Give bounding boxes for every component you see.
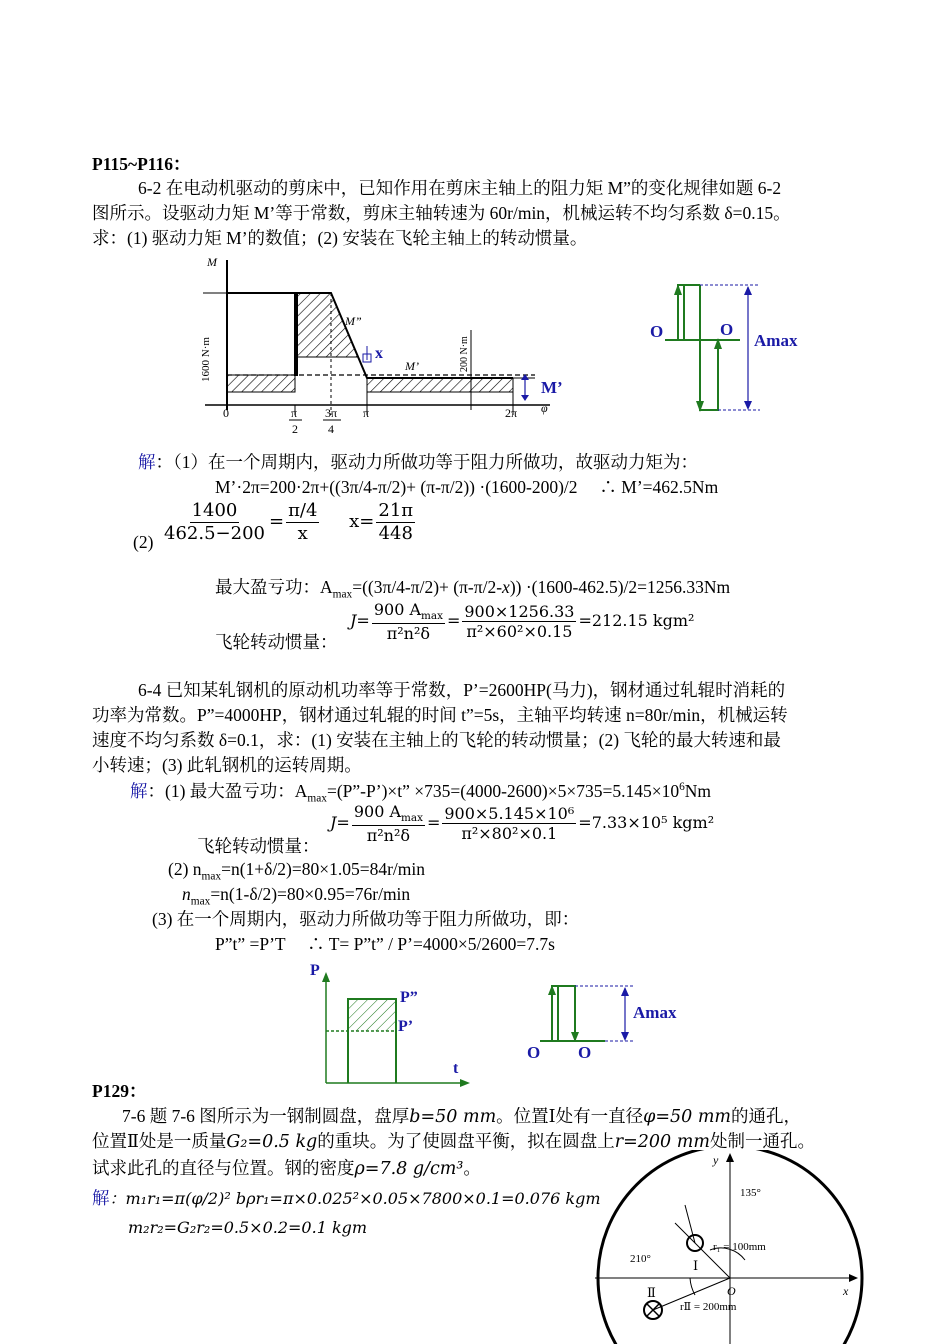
heading-p129: P129： — [92, 1081, 147, 1101]
pos2-label: Ⅱ — [647, 1285, 656, 1300]
angle-135-label: 135° — [740, 1187, 761, 1199]
problem-6-4-line3: 速度不均匀系数 δ=0.1，求：(1) 安装在主轴上的飞轮的转动惯量；(2) 飞轮的最大转速和最 — [92, 730, 781, 750]
problem-7-6-line1: 7-6 题 7-6 图所示为一钢制圆盘，盘厚b=50 mm。位置Ⅰ处有一直径φ=50 mm的通孔， — [122, 1106, 802, 1127]
problem-6-2-line3: 求：(1) 驱动力矩 M’的数值；(2) 安装在飞轮主轴上的转动惯量。 — [92, 228, 588, 248]
phi-label: φ — [541, 401, 548, 415]
problem-6-4-line2: 功率为常数。P”=4000HP，钢材通过轧辊的时间 t”=5s，主轴平均转速 n=80r/min，机械运转 — [92, 705, 788, 725]
y-value-label: 1600 N·m — [200, 337, 212, 382]
mp-label: M’ — [405, 359, 419, 373]
problem-7-6-line3: 试求此孔的直径与位置。钢的密度ρ=7.8 g/cm³。 — [92, 1158, 481, 1179]
angle-210-label: 210° — [630, 1253, 651, 1265]
energy1-amax: Amax — [754, 331, 798, 350]
problem-6-2-line1: 6-2 在电动机驱动的剪床中，已知作用在剪床主轴上的阻力矩 M”的变化规律如题 6-2 — [138, 178, 782, 198]
pos1-label: Ⅰ — [693, 1258, 699, 1273]
flywheel-inertia-label-2: 飞轮转动惯量： — [197, 836, 320, 856]
tick-0: 0 — [223, 406, 229, 420]
tick-2pi: 2π — [505, 406, 518, 420]
mpp-label: M” — [345, 314, 362, 328]
hatch-area-bottom-right — [367, 378, 513, 392]
figure-7-6-disc — [595, 1150, 865, 1344]
equation-j-2: J= $\frac{900 A_{max}}{\text{π²n²δ}}$ = $\frac{\text{900×5.145×10⁶}}{\text{π²×80²×0.1}}$ =7.33×10⁵ kgm² — [330, 802, 715, 845]
x-label: x — [375, 345, 383, 362]
period-line1: (3) 在一个周期内，驱动力所做功等于阻力所做功，即： — [152, 909, 580, 929]
disc-origin-label: O — [727, 1284, 736, 1298]
disc-x-label: x — [843, 1284, 849, 1298]
energy2-o-left: O — [527, 1043, 541, 1062]
problem-6-4-line4: 小转速；(3) 此轧钢机的运转周期。 — [92, 755, 362, 775]
period-line2: P”t” =P’T ∴ T= P”t” / P’=4000×5/2600=7.7s — [215, 934, 555, 954]
tick-pi2-den: 2 — [292, 422, 298, 436]
resistance-curve — [227, 293, 513, 378]
flywheel-inertia-label-1: 飞轮转动惯量： — [215, 632, 338, 652]
r2-label: rⅡ = 200mm — [680, 1301, 737, 1313]
energy-diagram-1 — [640, 275, 820, 425]
mark-200: 200 N·m — [459, 336, 470, 372]
ppp-label: P” — [400, 989, 418, 1006]
heading-p115: P115~P116： — [92, 154, 191, 174]
nmin-line: $n_{max}=n(1-\delta/2)=80\times 0.95=76r/\min$ — [182, 884, 411, 908]
blue-mp-label: M’ — [541, 378, 563, 397]
solution-6-2-line1: 解：（1）在一个周期内，驱动力所做功等于阻力所做功，故驱动力矩为： — [138, 452, 698, 472]
equation-x-ratio: $\frac{1400}{462.5-200}$ = $\frac{\pi/4}{x}$ x= $\frac{21\pi}{448}$ — [164, 500, 414, 544]
solution-7-6-line1: 解：m₁r₁=π(φ/2)² bρr₁=π×0.025²×0.05×7800×0.1=0.076 kgm — [92, 1188, 601, 1208]
problem-6-2-line2: 图所示。设驱动力矩 M’等于常数，剪床主轴转速为 60r/min，机械运转不均匀系数 δ=0.15。 — [92, 203, 791, 223]
solution-6-4-line1: 解：(1) 最大盈亏功：$A_{max}=(P”-P’)\times t$” $\times 735=(4000-2600)\times 5\times 735=5.145\times 10^6Nm$ — [130, 780, 712, 805]
hatch-area-bottom-left — [227, 375, 295, 392]
energy1-o-right: O — [720, 320, 734, 339]
tick-pi: π — [363, 406, 370, 420]
energy2-o-right: O — [578, 1043, 592, 1062]
figure-power-diagram — [300, 958, 480, 1088]
max-energy-line: 最大盈亏功：$A_{max}=((3\pi/4-\pi/2)+ (\pi-\pi/2-x)) \cdot(1600-462.5)/2=1256.33Nm$ — [215, 577, 731, 601]
equation-j-1: J= $\frac{900 A_{max}}{\text{π²n²δ}}$ = $\frac{900\times 1256.33}{\text{π²×60²×0.15}}$ =212.15 kgm² — [350, 600, 695, 643]
nmax-line: (2) $n_{max}=n(1+\delta/2)=80\times 1.05=84r/\min$ — [168, 859, 425, 883]
energy1-o-left: O — [650, 322, 664, 341]
solution-6-2-line2: M’·2π=200·2π+((3π/4-π/2)+ (π-π/2)) ·(1600-200)/2 ∴ M’=462.5Nm — [215, 477, 719, 497]
r1-label: r₁ = 100mm — [713, 1241, 766, 1253]
time-axis-label: t — [453, 1060, 459, 1077]
problem-7-6-line2: 位置Ⅱ处是一质量G₂=0.5 kg的重块。为了使圆盘平衡，拟在圆盘上r=200 mm处制一通孔。 — [92, 1131, 815, 1152]
tick-3pi4-num: 3π — [325, 406, 338, 420]
tick-3pi4-den: 4 — [328, 422, 334, 436]
power-axis-label: P — [310, 962, 320, 979]
solution-7-6-line2: m₂r₂=G₂r₂=0.5×0.2=0.1 kgm — [128, 1218, 368, 1237]
pp-label: P’ — [398, 1018, 414, 1035]
solution-6-2-part2-label: (2) — [133, 532, 154, 552]
y-axis-label: M — [207, 255, 217, 269]
figure-6-2-moment-diagram — [195, 250, 565, 440]
problem-6-4-line1: 6-4 已知某轧钢机的原动机功率等于常数，P’=2600HP(马力)，钢材通过轧辊时消耗的 — [138, 680, 786, 700]
disc-y-label: y — [713, 1153, 719, 1167]
tick-pi2-num: π — [291, 406, 298, 420]
energy2-amax: Amax — [633, 1003, 677, 1022]
energy-diagram-2 — [525, 978, 695, 1068]
